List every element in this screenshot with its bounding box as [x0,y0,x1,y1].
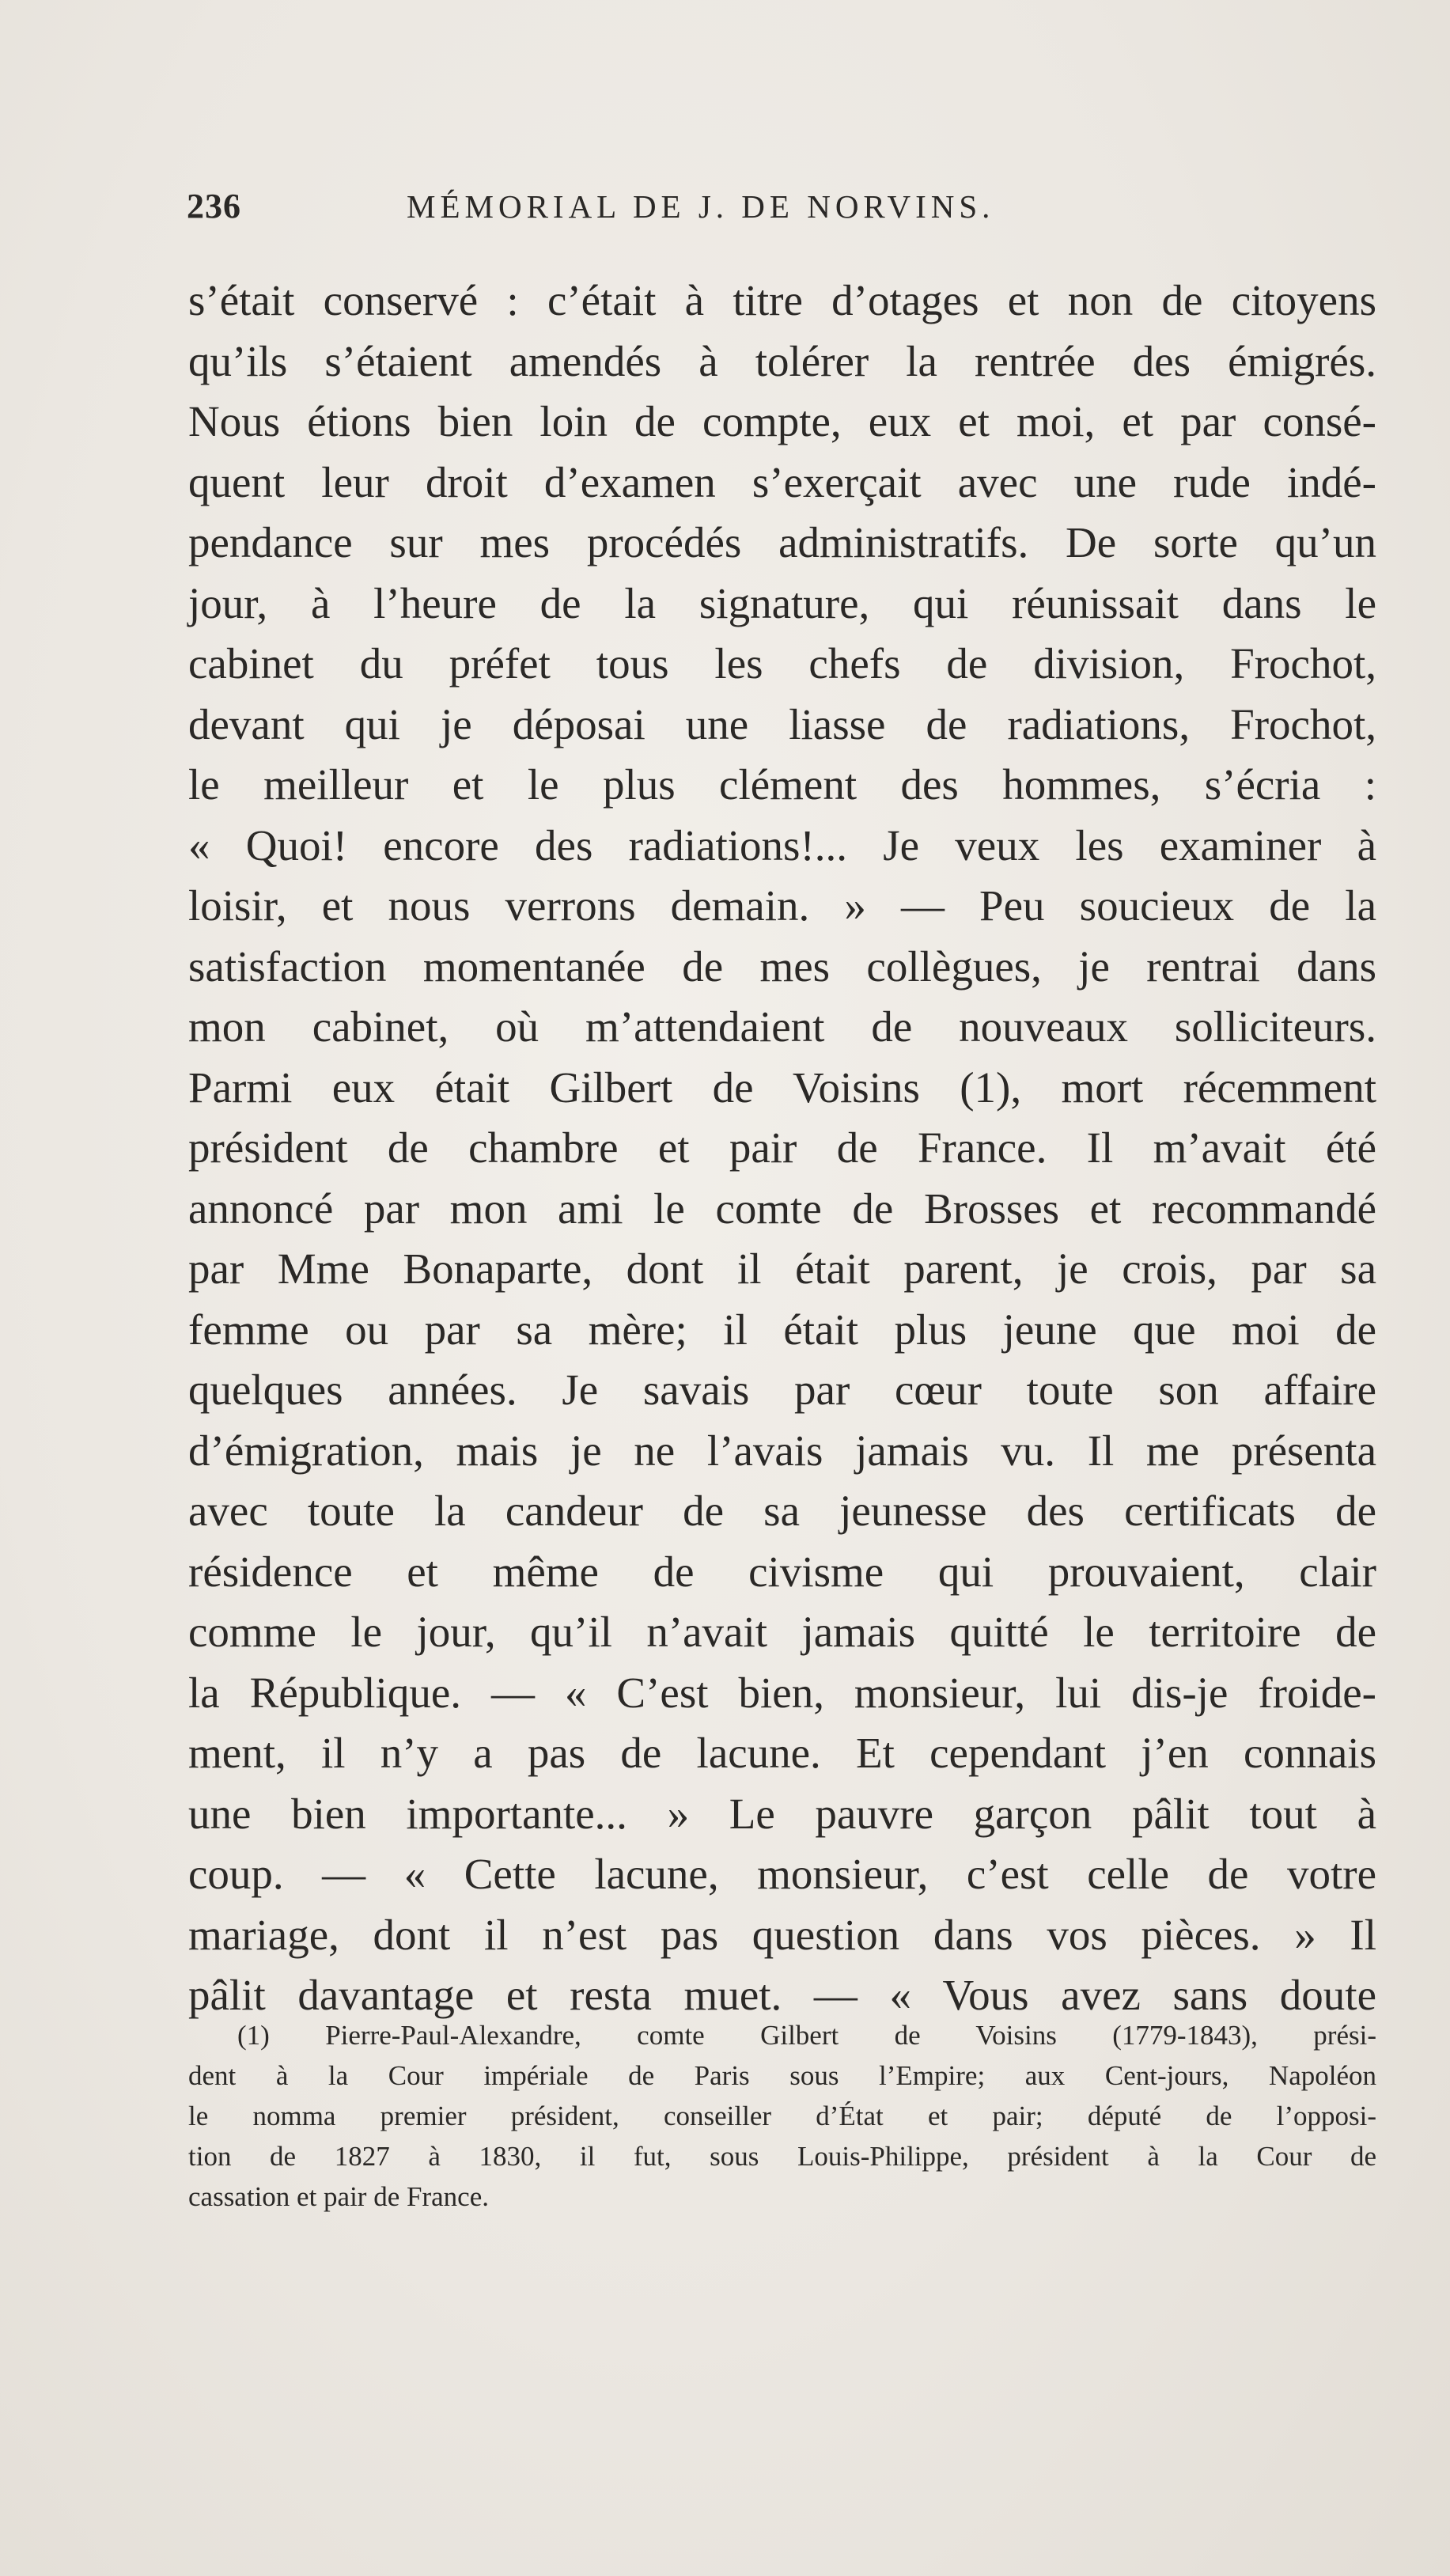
body-line: d’émigration, mais je ne l’avais jamais vu. Il me présenta [188,1426,1376,1475]
body-line: s’était conservé : c’était à titre d’otages et non de citoyens [188,276,1376,324]
body-line: quent leur droit d’examen s’exerçait avec une rude indé- [188,457,1376,506]
body-line: ment, il n’y a pas de lacune. Et cependant j’en connais [188,1729,1376,1777]
body-line: une bien importante... » Le pauvre garçon pâlit tout à [188,1789,1376,1838]
footnote [188,2013,1376,2235]
page-header [187,186,1373,233]
body-line: satisfaction momentanée de mes collègues, je rentrai dans [188,941,1376,991]
body-line: mariage, dont il n’est pas question dans vos pièces. » Il [188,1910,1376,1959]
body-line: loisir, et nous verrons demain. » — Peu soucieux de la [188,881,1376,930]
body-line: jour, à l’heure de la signature, qui réunissait dans le [188,578,1376,627]
body-line: résidence et même de civisme qui prouvaient, clair [188,1547,1376,1596]
body-line: par Mme Bonaparte, dont il était parent, je crois, par sa [188,1244,1376,1293]
footnote-line: cassation et pair de France. [188,2181,489,2212]
footnote-line: le nomma premier président, conseiller d’État et pair; député de l’opposi- [188,2101,1376,2131]
body-line: devant qui je déposai une liasse de radiations, Frochot, [188,699,1376,748]
footnote-line: dent à la Cour impériale de Paris sous l’Empire; aux Cent-jours, Napoléon [188,2060,1376,2091]
running-head: MÉMORIAL DE J. DE NORVINS. [407,188,995,225]
body-line: le meilleur et le plus clément des hommes, s’écria : [188,760,1376,809]
body-line: Nous étions bien loin de compte, eux et moi, et par consé- [188,397,1376,445]
body-line: pâlit davantage et resta muet. — « Vous avez sans doute [188,1971,1376,2019]
body-line: Parmi eux était Gilbert de Voisins (1), mort récemment [188,1063,1376,1112]
footnote-line: (1) Pierre-Paul-Alexandre, comte Gilbert de Voisins (1779-1843), prési- [237,2020,1376,2051]
body-line: cabinet du préfet tous les chefs de division, Frochot, [188,639,1376,688]
body-line: avec toute la candeur de sa jeunesse des certificats de [188,1487,1376,1535]
body-line: « Quoi! encore des radiations!... Je veux les examiner à [188,820,1376,869]
body-line: président de chambre et pair de France. Il m’avait été [188,1123,1376,1172]
body-line: coup. — « Cette lacune, monsieur, c’est celle de votre [188,1850,1376,1898]
body-line: qu’ils s’étaient amendés à tolérer la rentrée des émigrés. [188,336,1376,385]
body-line: quelques années. Je savais par cœur toute son affaire [188,1366,1376,1414]
body-line: la République. — « C’est bien, monsieur, lui dis-je froide- [188,1668,1376,1717]
body-line: femme ou par sa mère; il était plus jeune que moi de [188,1305,1376,1354]
page-number: 236 [187,187,241,225]
body-line: comme le jour, qu’il n’avait jamais quitté le territoire de [188,1608,1376,1656]
body-line: annoncé par mon ami le comte de Brosses et recommandé [188,1184,1376,1233]
body-line: mon cabinet, où m’attendaient de nouveaux solliciteurs. [188,1002,1376,1051]
body-line: pendance sur mes procédés administratifs. De sorte qu’un [188,518,1376,566]
body-text [188,265,1376,2019]
footnote-line: tion de 1827 à 1830, il fut, sous Louis-Philippe, président à la Cour de [188,2141,1376,2172]
